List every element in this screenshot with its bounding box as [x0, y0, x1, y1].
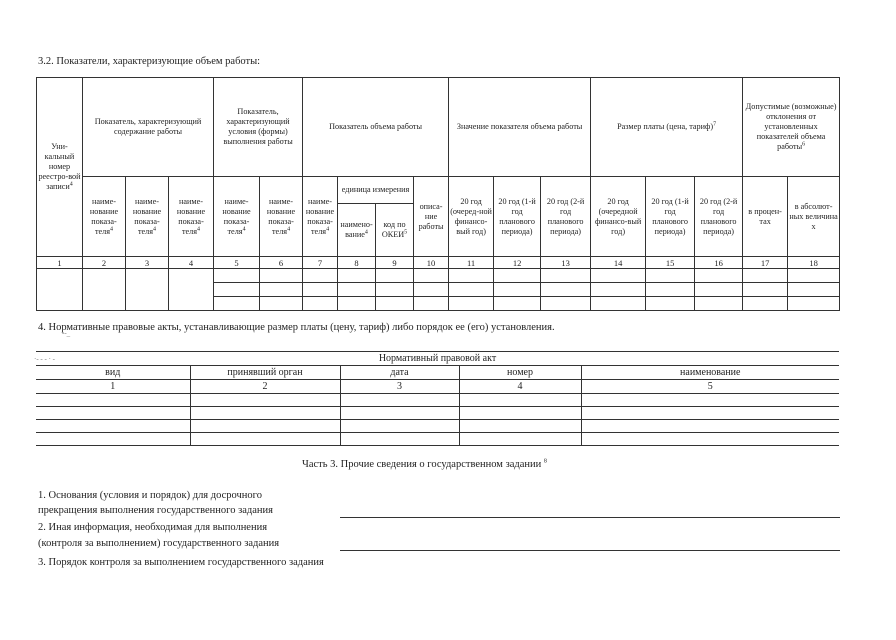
sub-value-year-fin: 20 год (очеред-ной финансо-вый год) [449, 177, 494, 257]
col-number: 14 [591, 257, 646, 269]
section-4-title: 4. Нормативные правовые акты, устанавливающие размер платы (цену, тариф) либо порядок ее (его) установления. [38, 322, 555, 333]
part3-item-2-line-2: (контроля за выполнением) государственного задания [38, 538, 280, 549]
part3-item-3: 3. Порядок контроля за выполнением государственного задания [38, 557, 324, 568]
col-number: 9 [376, 257, 414, 269]
header-volume-value: Значение показателя объема работы [449, 78, 591, 177]
col-number: 13 [541, 257, 591, 269]
volume-indicators-table [36, 77, 840, 311]
sub-deviation-percent: в процен-тах [743, 177, 788, 257]
col-number: 11 [449, 257, 494, 269]
table-row [36, 407, 839, 420]
sub-conditions-name-1: наиме-нование показа-теля$^4$ [214, 177, 260, 257]
sub-content-name-3: наиме-нование показа-теля$^4$ [169, 177, 214, 257]
legal-acts-table [36, 351, 839, 446]
col-number: 4 [169, 257, 214, 269]
sub-deviation-absolute: в абсолют-ных величина х [788, 177, 840, 257]
header-price: Размер платы (цена, тариф)$^7$ [591, 78, 743, 177]
header-allowed-deviation: Допустимые (возможные) отклонения от установленных показателей объема работы$^6$ [743, 78, 840, 177]
sub-value-year-1: 20 год (1-й год планового периода) [494, 177, 541, 257]
part-3-title: Часть 3. Прочие сведения о государственном задании $^8$ [302, 458, 547, 470]
sub-price-year-fin: 20 год (очередной финансо-вый год) [591, 177, 646, 257]
col-number-label: 2 [190, 380, 340, 394]
col-number: 10 [414, 257, 449, 269]
sub-conditions-name-2: наиме-нование показа-теля$^4$ [260, 177, 303, 257]
col-number-label: 1 [36, 380, 190, 394]
header-content-indicator: Показатель, характеризующий содержание работы [83, 78, 214, 177]
part3-item-1-line-1: 1. Основания (условия и порядок) для досрочного [38, 490, 262, 501]
col-number: 2 [83, 257, 126, 269]
col-number: 6 [260, 257, 303, 269]
col-number: 1 [37, 257, 83, 269]
sub-volume-indicator-name: наиме-нование показа-теля$^4$ [303, 177, 338, 257]
header-conditions-indicator: Показатель, характеризующий условия (формы) выполнения работы [214, 78, 303, 177]
sub-unit-name: наимено-вание$^4$ [338, 204, 376, 257]
col-number: 15 [646, 257, 695, 269]
part3-item-2-line-1: 2. Иная информация, необходимая для выполнения [38, 522, 268, 533]
col-number: номер [459, 366, 581, 380]
sub-content-name-1: наиме-нование показа-теля$^4$ [83, 177, 126, 257]
scan-mark: ·- - - · - [34, 355, 55, 363]
header-unique-number: Уни-кальный номер реестро-вой записи$^4$ [37, 78, 83, 257]
table-row [36, 433, 839, 446]
col-number-label: 5 [581, 380, 839, 394]
part3-item-1-line-2: прекращения выполнения государственного задания [38, 505, 273, 516]
fill-line [340, 517, 840, 518]
sub-okei-code: код по ОКЕИ$^5$ [376, 204, 414, 257]
col-number: 7 [303, 257, 338, 269]
sub-unit-of-measure: единица измерения [338, 177, 414, 204]
fill-line [340, 550, 840, 551]
sub-content-name-2: наиме-нование показа-теля$^4$ [126, 177, 169, 257]
table-row [36, 420, 839, 433]
sub-work-description: описа-ние работы [414, 177, 449, 257]
col-date: дата [340, 366, 459, 380]
col-number-label: 3 [340, 380, 459, 394]
col-issuing-body: принявший орган [190, 366, 340, 380]
col-number: 17 [743, 257, 788, 269]
sub-price-year-2: 20 год (2-й год планового периода) [695, 177, 743, 257]
table-row [36, 394, 839, 407]
scan-mark: ˜˜– [62, 332, 71, 340]
col-name: наименование [581, 366, 839, 380]
col-number: 18 [788, 257, 840, 269]
section-3-2-title: 3.2. Показатели, характеризующие объем работы: [38, 56, 261, 67]
col-number: 16 [695, 257, 743, 269]
col-number: 3 [126, 257, 169, 269]
sub-value-year-2: 20 год (2-й год планового периода) [541, 177, 591, 257]
col-type: вид [36, 366, 190, 380]
header-volume-indicator: Показатель объема работы [303, 78, 449, 177]
col-number-label: 4 [459, 380, 581, 394]
col-number: 8 [338, 257, 376, 269]
legal-act-header: Нормативный правовой акт [36, 352, 839, 366]
sub-price-year-1: 20 год (1-й год планового периода) [646, 177, 695, 257]
col-number: 12 [494, 257, 541, 269]
table-row [37, 269, 840, 283]
col-number: 5 [214, 257, 260, 269]
